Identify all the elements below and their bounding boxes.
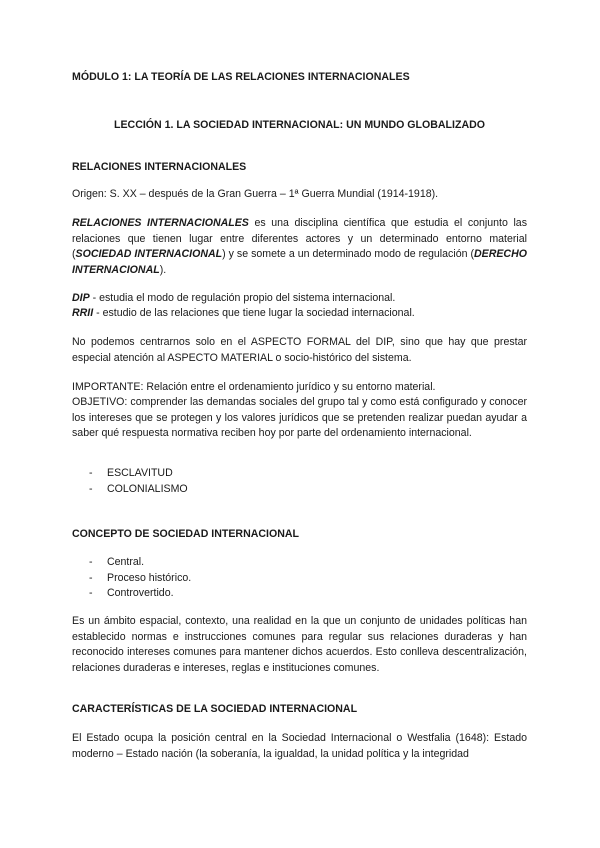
module-title: MÓDULO 1: LA TEORÍA DE LAS RELACIONES INTERNACIONALES (72, 71, 410, 83)
list-item: - Controvertido. (72, 586, 527, 602)
section-heading-concepto: CONCEPTO DE SOCIEDAD INTERNACIONAL (72, 528, 299, 540)
list-item: - Proceso histórico. (72, 571, 527, 587)
rrii-text: - estudio de las relaciones que tiene lugar la sociedad internacional. (93, 307, 415, 319)
objetivo-paragraph: OBJETIVO: comprender las demandas sociales del grupo tal y como está configurado y conocer los intereses que se protegen y los valores jurídicos que se pretenden realizar puedan ayudar a saber qué respuesta normativa reciben hoy por parte del ordenamiento internacional. (72, 396, 527, 439)
lesson-title: LECCIÓN 1. LA SOCIEDAD INTERNACIONAL: UN MUNDO GLOBALIZADO (114, 119, 485, 131)
list-item: - COLONIALISMO (72, 482, 527, 498)
dip-line (72, 291, 527, 307)
term-relaciones: RELACIONES INTERNACIONALES (72, 217, 249, 229)
definition-paragraph (72, 216, 527, 278)
aspect-paragraph: No podemos centrarnos solo en el ASPECTO FORMAL del DIP, sino que hay que prestar especial atención al ASPECTO MATERIAL o socio-histórico del sistema. (72, 336, 527, 364)
definition-text-2: ) y se somete a un determinado modo de regulación ( (222, 248, 474, 260)
term-sociedad: SOCIEDAD INTERNACIONAL (75, 248, 223, 260)
concepto-paragraph: Es un ámbito espacial, contexto, una realidad en la que un conjunto de unidades políticas han establecido normas e instrucciones comunes para regular sus relaciones duraderas y han reconocido intereses comunes para mantener dichos acuerdos. Esto conlleva descentralización, relaciones duraderas e intereses, reglas e instituciones comunes. (72, 615, 527, 674)
term-rrii: RRII (72, 307, 94, 319)
list-item: - Central. (72, 555, 527, 571)
rrii-line (72, 306, 527, 322)
dip-text: - estudia el modo de regulación propio del sistema internacional. (89, 292, 396, 304)
term-derecho: DERECHO INTERNACIONAL (72, 248, 527, 276)
caracteristicas-paragraph: El Estado ocupa la posición central en la Sociedad Internacional o Westfalia (1648): Estado moderno – Estado nación (la soberanía, la igualdad, la unidad política y la integridad (72, 732, 527, 760)
section-heading-relaciones: RELACIONES INTERNACIONALES (72, 161, 247, 173)
list-concepto (72, 555, 527, 602)
definition-text-3: ). (159, 263, 167, 276)
list-item: - ESCLAVITUD (72, 466, 527, 482)
section-heading-caracteristicas: CARACTERÍSTICAS DE LA SOCIEDAD INTERNACIONAL (72, 703, 358, 715)
importante-line: IMPORTANTE: Relación entre el ordenamiento jurídico y su entorno material. (72, 381, 436, 393)
list-relaciones (72, 466, 527, 497)
definition-text-1: es una disciplina científica que estudia el conjunto las relaciones que tienen lugar entre diferentes actores y un determinado entorno material ( (72, 217, 527, 260)
term-dip: DIP (72, 292, 90, 304)
origin-line: Origen: S. XX – después de la Gran Guerra – 1ª Guerra Mundial (1914-1918). (72, 188, 439, 200)
